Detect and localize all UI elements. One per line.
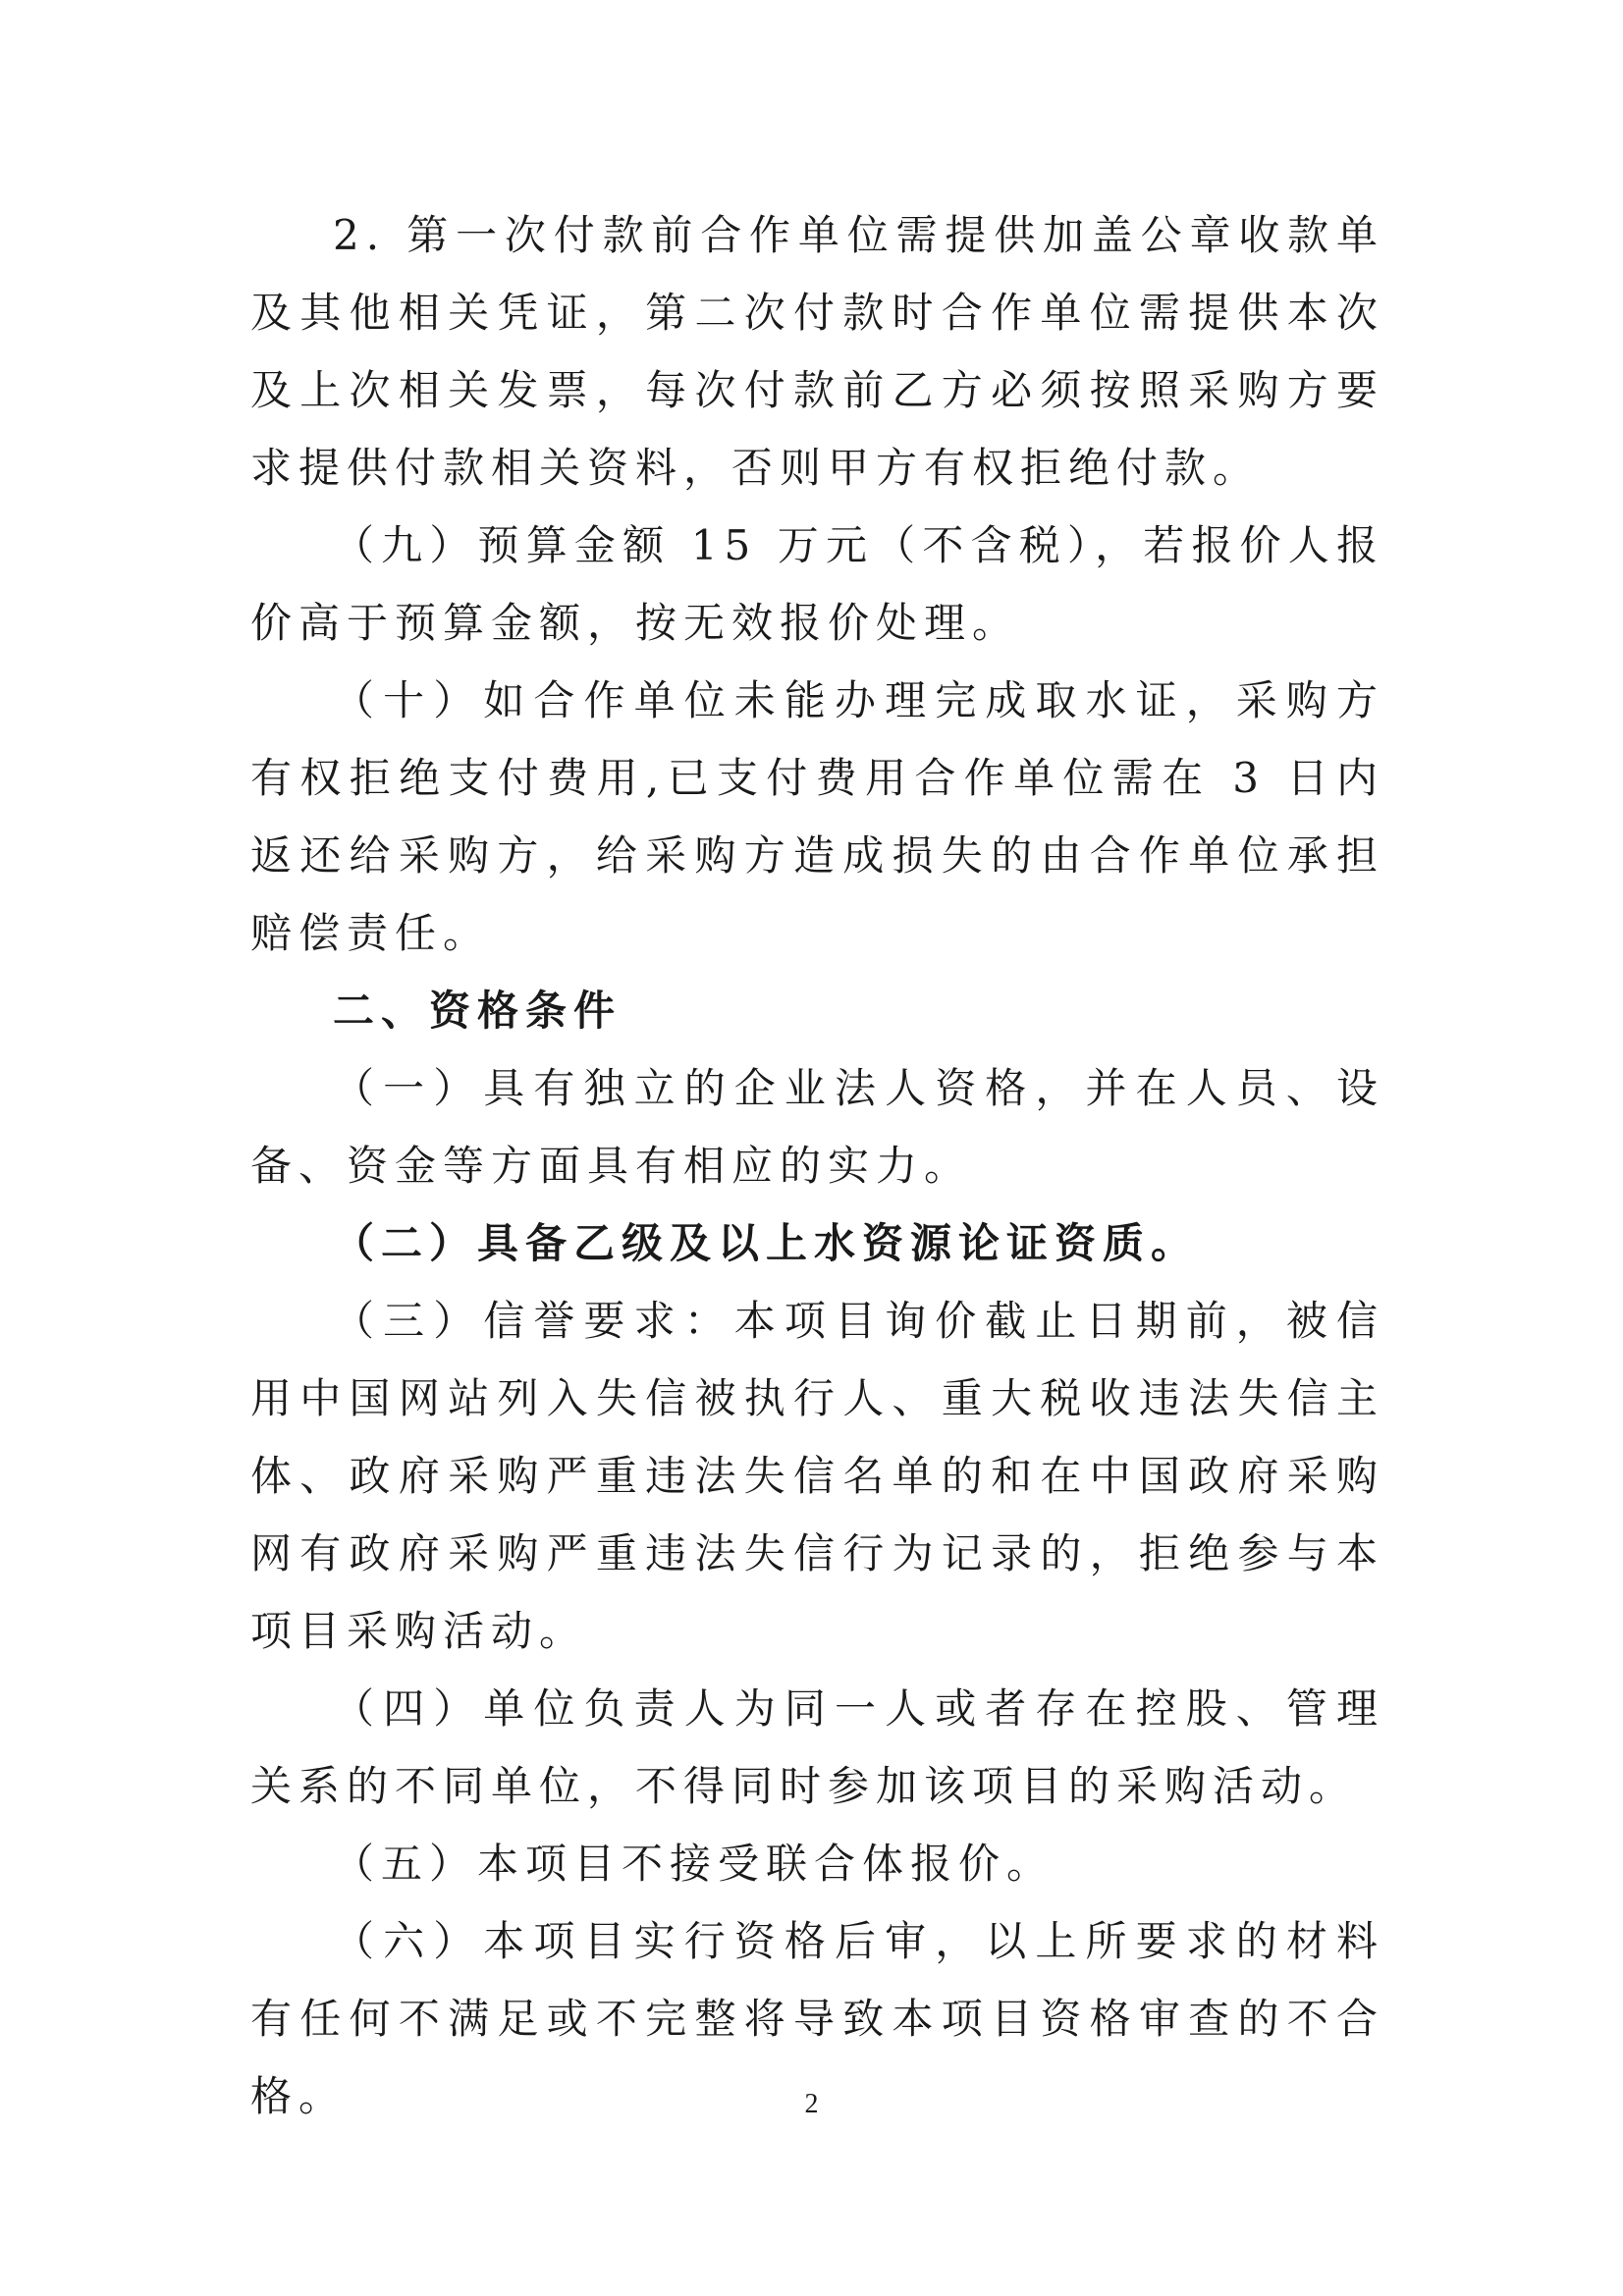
qualification-item-5: （五）本项目不接受联合体报价。 [333, 1840, 1055, 1888]
qualification-item-2: （二）具备乙级及以上水资源论证资质。 [333, 1219, 1200, 1267]
paragraph-payment-terms: 2. 第一次付款前合作单位需提供加盖公章收款单及其他相关凭证，第二次付款时合作单位需提供本次及上次相关发票，每次付款前乙方必须按照采购方要求提供付款相关资料，否则甲方有权拒绝付款。 [250, 211, 1384, 492]
page-number: 2 [804, 2089, 819, 2119]
qualification-item-3: （三）信誉要求：本项目询价截止日期前，被信用中国网站列入失信被执行人、重大税收违法失信主体、政府采购严重违法失信名单的和在中国政府采购网有政府采购严重违法失信行为记录的，拒绝参与本项目采购活动。 [250, 1297, 1384, 1655]
qualification-item-4: （四）单位负责人为同一人或者存在控股、管理关系的不同单位，不得同时参加该项目的采购活动。 [250, 1684, 1384, 1810]
paragraph-water-permit: （十）如合作单位未能办理完成取水证，采购方有权拒绝支付费用,已支付费用合作单位需在 3 日内返还给采购方，给采购方造成损失的由合作单位承担赔偿责任。 [250, 676, 1384, 957]
paragraph-budget: （九）预算金额 15 万元（不含税），若报价人报价高于预算金额，按无效报价处理。 [250, 521, 1384, 647]
qualification-item-1: （一）具有独立的企业法人资格，并在人员、设备、资金等方面具有相应的实力。 [250, 1064, 1384, 1190]
qualification-item-6: （六）本项目实行资格后审，以上所要求的材料有任何不满足或不完整将导致本项目资格审查的不合格。 [250, 1917, 1384, 2120]
section-heading-qualifications: 二、资格条件 [333, 987, 622, 1035]
document-body [250, 196, 1384, 2135]
